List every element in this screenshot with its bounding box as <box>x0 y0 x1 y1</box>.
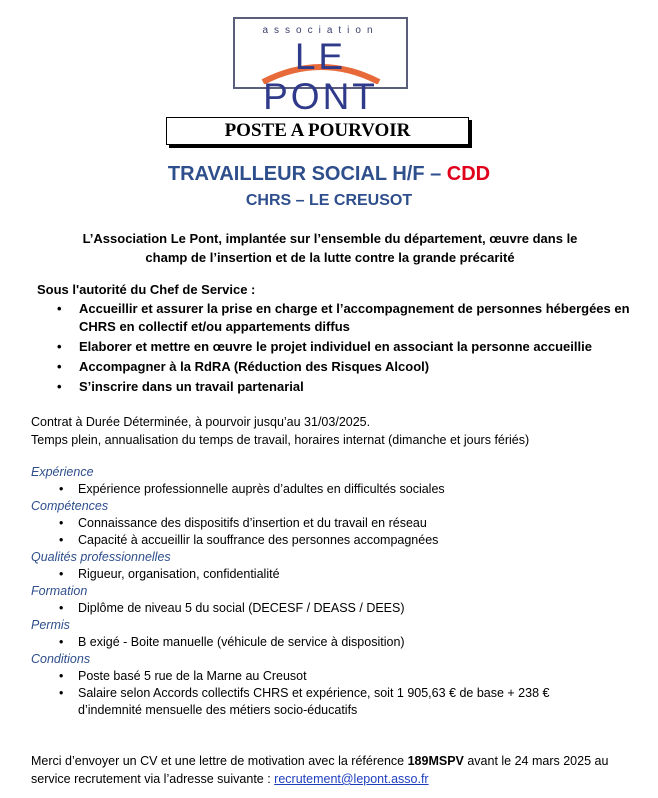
list-item <box>0 566 658 583</box>
poste-a-pourvoir-box: POSTE A POURVOIR <box>166 117 469 145</box>
authority-label: Sous l'autorité du Chef de Service : <box>37 282 256 297</box>
closing-text: Merci d’envoyer un CV et une lettre de motivation avec la référence <box>31 754 408 768</box>
mission-item <box>0 378 658 396</box>
job-title-text: TRAVAILLEUR SOCIAL H/F – <box>167 163 447 185</box>
contract-line: Contrat à Durée Déterminée, à pourvoir jusqu’au 31/03/2025. <box>31 415 371 429</box>
qualites-list <box>0 566 658 583</box>
logo-association-text: association <box>262 25 379 36</box>
formation-list <box>0 600 658 617</box>
application-instructions <box>31 752 641 788</box>
closing-text: avant le 24 mars 2025 au service recrutement via l’adresse suivante : <box>31 754 609 786</box>
list-item <box>0 532 658 549</box>
mission-text: Accueillir et assurer la prise en charge et l’accompagnement de personnes hébergées en CHRS en collectif et/ou appartements diffus <box>79 301 630 334</box>
contract-line: Temps plein, annualisation du temps de travail, horaires internat (dimanche et jours fériés) <box>31 433 530 447</box>
missions-list <box>0 300 658 398</box>
bullet-icon: • <box>57 359 62 374</box>
conditions-list <box>0 668 658 719</box>
reference-code: 189MSPV <box>407 754 464 768</box>
list-item <box>0 668 658 685</box>
bullet-icon: • <box>59 482 64 496</box>
bullet-icon: • <box>57 339 62 354</box>
list-item-text: Poste basé 5 rue de la Marne au Creusot <box>78 669 307 683</box>
bullet-icon: • <box>59 601 64 615</box>
mission-text: Accompagner à la RdRA (Réduction des Risques Alcool) <box>79 359 430 374</box>
contract-type-badge: CDD <box>446 163 491 185</box>
experience-list <box>0 481 658 498</box>
bullet-icon: • <box>59 635 64 649</box>
mission-item <box>0 300 658 336</box>
logo-name-text: LE PONT <box>263 36 378 117</box>
list-item <box>0 481 658 498</box>
mission-text: Elaborer et mettre en œuvre le projet individuel en associant la personne accueillie <box>79 339 592 354</box>
requirements-sections <box>0 464 658 719</box>
list-item-text: Connaissance des dispositifs d’insertion et du travail en réseau <box>78 516 427 530</box>
association-logo <box>233 17 408 117</box>
mission-item <box>0 338 658 356</box>
bullet-icon: • <box>57 301 62 316</box>
section-heading-experience: Expérience <box>31 465 94 479</box>
list-item <box>0 634 658 651</box>
job-title <box>0 161 658 187</box>
list-item <box>0 515 658 532</box>
list-item <box>0 685 658 719</box>
bullet-icon: • <box>59 567 64 581</box>
bullet-icon: • <box>59 533 64 547</box>
list-item-text: Rigueur, organisation, confidentialité <box>78 567 280 581</box>
section-heading-permis: Permis <box>31 618 70 632</box>
section-heading-competences: Compétences <box>31 499 109 513</box>
section-heading-conditions: Conditions <box>31 652 91 666</box>
competences-list <box>0 515 658 549</box>
contract-info <box>31 413 529 449</box>
bullet-icon: • <box>59 686 64 700</box>
recruitment-email-link[interactable]: recrutement@lepont.asso.fr <box>274 772 429 786</box>
association-intro: L’Association Le Pont, implantée sur l’ensemble du département, œuvre dans le champ de l’insertion et de la lutte contre la grande précarité <box>82 231 578 265</box>
list-item-text: Expérience professionnelle auprès d’adultes en difficultés sociales <box>78 482 445 496</box>
section-heading-qualites: Qualités professionnelles <box>31 550 171 564</box>
bullet-icon: • <box>57 379 62 394</box>
list-item-text: B exigé - Boite manuelle (véhicule de service à disposition) <box>78 635 405 649</box>
permis-list <box>0 634 658 651</box>
list-item-text: Salaire selon Accords collectifs CHRS et expérience, soit 1 905,63 € de base + 238 € d’indemnité mensuelle des métiers socio-éducatifs <box>78 686 550 717</box>
bullet-icon: • <box>59 516 64 530</box>
list-item-text: Diplôme de niveau 5 du social (DECESF / DEASS / DEES) <box>78 601 405 615</box>
list-item-text: Capacité à accueillir la souffrance des personnes accompagnées <box>78 533 439 547</box>
mission-text: S’inscrire dans un travail partenarial <box>79 379 304 394</box>
mission-item <box>0 358 658 376</box>
list-item <box>0 600 658 617</box>
bullet-icon: • <box>59 669 64 683</box>
job-location: CHRS – LE CREUSOT <box>245 192 413 209</box>
section-heading-formation: Formation <box>31 584 88 598</box>
